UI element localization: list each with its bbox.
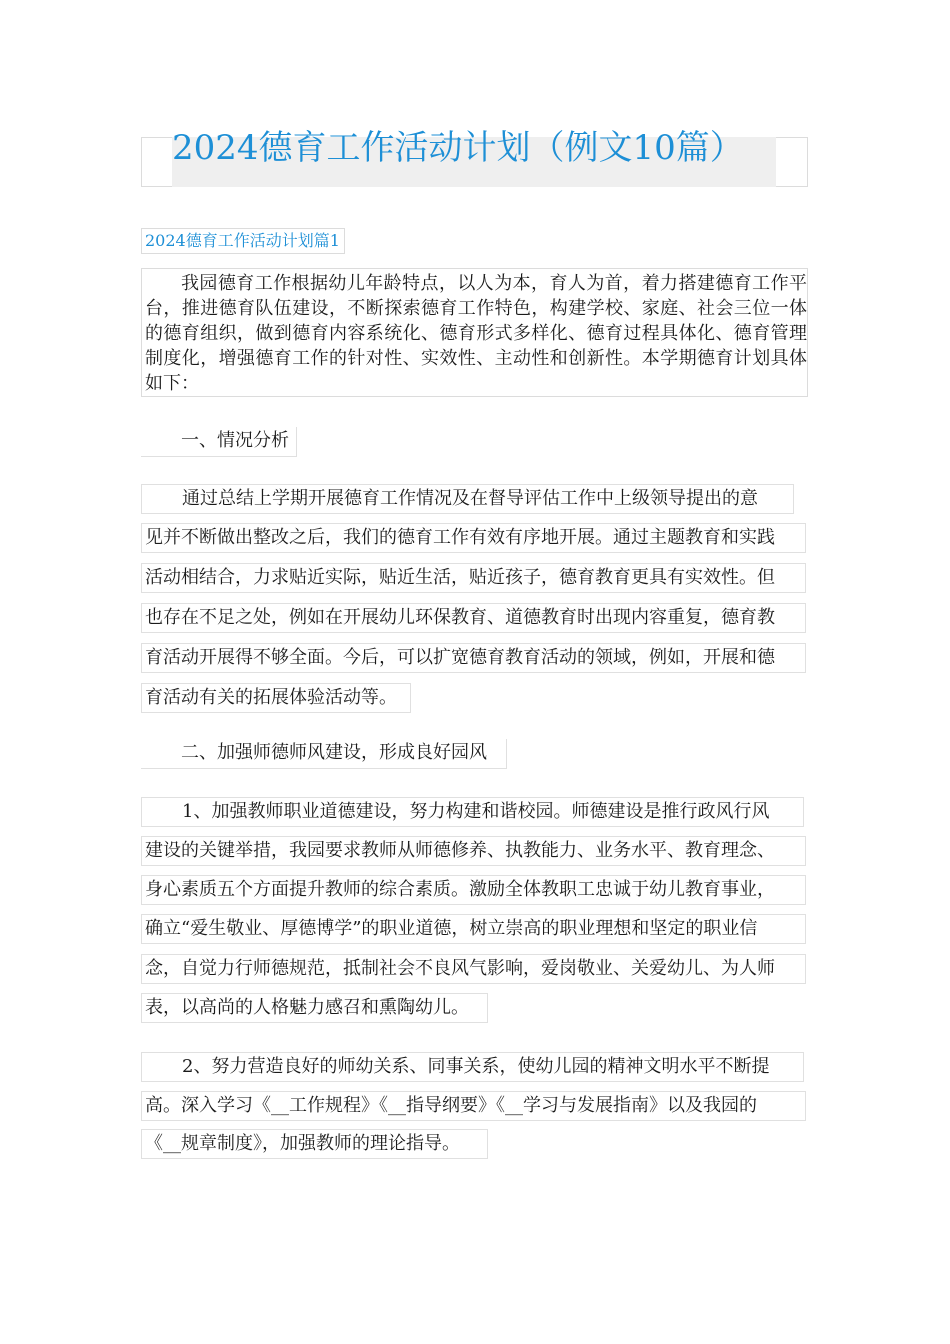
intro-paragraph: 我园德育工作根据幼儿年龄特点，以人为本，育人为首，着力搭建德育工作平台，推进德育队伍建设，不断探索德育工作特色，构建学校、家庭、社会三位一体的德育组织，做到德育内容系统化、德育形式多样化、德育过程具体化、德育管理制度化，增强德育工作的针对性、实效性、主动性和创新性。本学期德育计划具体如下： (145, 273, 807, 394)
para2-line: 确立“爱生敬业、厚德博学”的职业道德，树立崇高的职业理想和坚定的职业信 (141, 914, 806, 944)
heading-situation-analysis: 一、情况分析 (141, 427, 297, 457)
para1-line: 育活动开展得不够全面。今后，可以扩宽德育教育活动的领域，例如，开展和德 (141, 643, 806, 673)
section-title: 2024德育工作活动计划篇1 (141, 228, 345, 254)
document-title: 2024德育工作活动计划（例文10篇） (172, 128, 744, 168)
para3-line: 《__规章制度》，加强教师的理论指导。 (141, 1129, 488, 1159)
para1-line: 活动相结合，力求贴近实际，贴近生活，贴近孩子，德育教育更具有实效性。但 (141, 563, 806, 593)
para2-line: 表，以高尚的人格魅力感召和熏陶幼儿。 (141, 993, 488, 1023)
para2-line: 身心素质五个方面提升教师的综合素质。激励全体教职工忠诚于幼儿教育事业， (141, 875, 806, 905)
para3-line: 2、努力营造良好的师幼关系、同事关系，使幼儿园的精神文明水平不断提 (141, 1052, 804, 1082)
para1-line: 也存在不足之处，例如在开展幼儿环保教育、道德教育时出现内容重复，德育教 (141, 603, 806, 633)
heading-teacher-ethics: 二、加强师德师风建设，形成良好园风 (141, 739, 507, 769)
para2-line: 念，自觉力行师德规范，抵制社会不良风气影响，爱岗敬业、关爱幼儿、为人师 (141, 954, 806, 984)
para2-line: 建设的关键举措，我园要求教师从师德修养、执教能力、业务水平、教育理念、 (141, 836, 806, 866)
para1-line: 通过总结上学期开展德育工作情况及在督导评估工作中上级领导提出的意 (141, 484, 794, 514)
para2-line: 1、加强教师职业道德建设，努力构建和谐校园。师德建设是推行政风行风 (141, 797, 804, 827)
para1-line: 育活动有关的拓展体验活动等。 (141, 683, 411, 713)
para1-line: 见并不断做出整改之后，我们的德育工作有效有序地开展。通过主题教育和实践 (141, 523, 806, 553)
para3-line: 高。深入学习《__工作规程》《__指导纲要》《__学习与发展指南》以及我园的 (141, 1091, 806, 1121)
